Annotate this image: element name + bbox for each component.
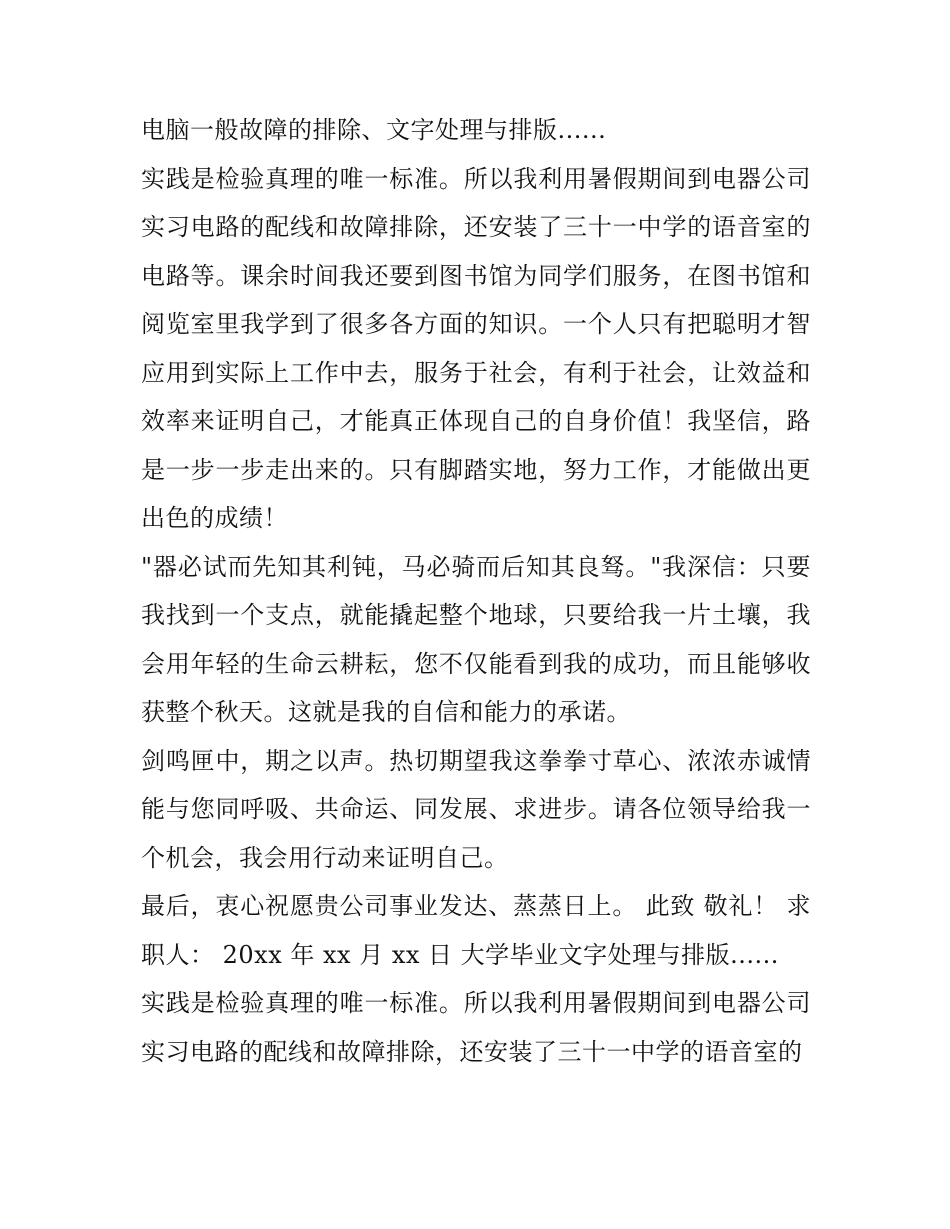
paragraph-3: "器必试而先知其利钝，马必骑而后知其良驽。"我深信：只要我找到一个支点，就能撬起整个地球，只要给我一片土壤，我会用年轻的生命云耕耘，您不仅能看到我的成功，而且能够收获整个秋天。这就是我的自信和能力的承诺。 <box>141 552 811 726</box>
paragraph-6: 实践是检验真理的唯一标准。所以我利用暑假期间到电器公司实习电路的配线和故障排除，还安装了三十一中学的语音室的 <box>141 989 811 1066</box>
paragraph-4: 剑鸣匣中，期之以声。热切期望我这拳拳寸草心、浓浓赤诚情能与您同呼吸、共命运、同发展、求进步。请各位领导给我一个机会，我会用行动来证明自己。 <box>141 746 811 872</box>
document-body <box>141 106 811 1076</box>
paragraph-5: 最后，衷心祝愿贵公司事业发达、蒸蒸日上。 此致 敬礼！ 求职人： 20xx 年 xx 月 xx 日 大学毕业文字处理与排版...... <box>141 892 811 969</box>
paragraph-2: 实践是检验真理的唯一标准。所以我利用暑假期间到电器公司实习电路的配线和故障排除，还安装了三十一中学的语音室的电路等。课余时间我还要到图书馆为同学们服务，在图书馆和阅览室里我学到了很多各方面的知识。一个人只有把聪明才智应用到实际上工作中去，服务于社会，有利于社会，让效益和效率来证明自己，才能真正体现自己的自身价值！我坚信，路是一步一步走出来的。只有脚踏实地，努力工作，才能做出更出色的成绩！ <box>141 164 811 532</box>
paragraph-1: 电脑一般故障的排除、文字处理与排版...... <box>141 116 607 144</box>
